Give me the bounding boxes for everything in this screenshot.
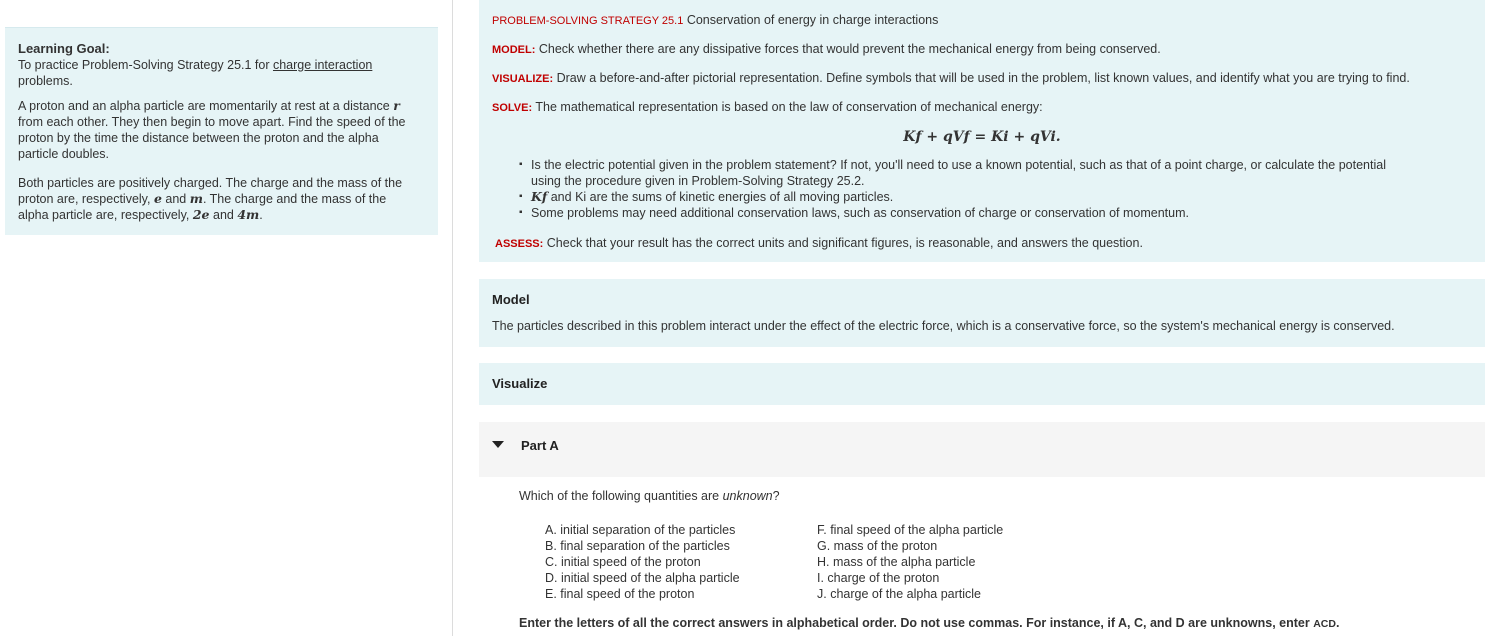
option-item: A. initial separation of the particles <box>545 523 736 537</box>
p2-end: . <box>259 208 263 222</box>
instruction-example: ACD <box>1313 618 1336 630</box>
p1-text-b: from each other. They then begin to move apart. Find the speed of the <box>18 115 406 129</box>
question-prefix: Which of the following quantities are <box>519 489 723 503</box>
instruction-end: . <box>1335 616 1340 630</box>
energy-equation <box>479 128 1485 145</box>
problem-paragraph-1 <box>18 98 425 162</box>
part-a-header[interactable] <box>479 422 1485 477</box>
strategy-assess-row <box>495 235 1143 252</box>
strategy-tag: PROBLEM-SOLVING STRATEGY 25.1 <box>492 15 684 27</box>
strategy-solve-row <box>492 99 1043 116</box>
bullet1-text-a: Is the electric potential given in the problem statement? If not, you'll need to use a known potential, such as that of a point charge, or calculate the potential <box>531 158 1386 172</box>
learning-goal-line <box>18 57 425 89</box>
answer-instruction <box>519 616 1339 630</box>
option-item: B. final separation of the particles <box>545 539 730 553</box>
p2-text-d: alpha particle are, respectively, <box>18 208 193 222</box>
options-right-list <box>817 522 1003 602</box>
strategy-box <box>479 0 1485 262</box>
solve-step-text: The mathematical representation is based on the law of conservation of mechanical energy: <box>532 100 1043 114</box>
learning-goal-text-end: problems. <box>18 74 73 88</box>
visualize-step-text: Draw a before-and-after pictorial representation. Define symbols that will be used in the problem, list known values, and identify what you are trying to find. <box>553 71 1410 85</box>
visualize-section <box>479 363 1485 405</box>
learning-goal-panel <box>5 27 438 235</box>
var-2e: 2e <box>192 207 210 222</box>
part-a-title: Part A <box>521 438 559 453</box>
option-item: E. final speed of the proton <box>545 587 695 601</box>
p2-text-a: Both particles are positively charged. The charge and the mass of the <box>18 176 403 190</box>
p2-text-c: . The charge and the mass of the <box>202 192 387 206</box>
var-m: m <box>189 191 203 206</box>
option-item: F. final speed of the alpha particle <box>817 523 1004 537</box>
strategy-model-row <box>492 41 1161 58</box>
model-section-title: Model <box>492 292 530 307</box>
visualize-tag: VISUALIZE: <box>492 73 554 85</box>
assess-tag: ASSESS: <box>495 238 544 250</box>
question-emphasis: unknown <box>722 489 773 503</box>
visualize-section-title: Visualize <box>492 376 548 391</box>
p2-and-2: and <box>209 208 238 222</box>
bullet-item <box>519 157 1439 189</box>
model-section <box>479 279 1485 347</box>
var-4m: 4m <box>237 207 260 222</box>
var-r: r <box>393 98 400 113</box>
assess-step-text: Check that your result has the correct units and significant figures, is reasonable, and answers the question. <box>543 236 1143 250</box>
option-item: J. charge of the alpha particle <box>817 587 981 601</box>
model-section-text: The particles described in this problem interact under the effect of the electric force, which is a conservative force, so the system's mechanical energy is conserved. <box>492 319 1395 333</box>
equation-text: Kf + qVf = Ki + qVi. <box>903 129 1061 145</box>
option-item: D. initial speed of the alpha particle <box>545 571 740 585</box>
bullet2-text: and Ki are the sums of kinetic energies of all moving particles. <box>550 190 894 204</box>
question-suffix: ? <box>772 489 780 503</box>
var-kf: Kf <box>531 189 548 204</box>
model-tag: MODEL: <box>492 44 536 56</box>
instruction-text: Enter the letters of all the correct answers in alphabetical order. Do not use commas. For instance, if A, C, and D are unknowns, enter <box>519 616 1314 630</box>
p1-text-c: proton by the time the distance between the proton and the alpha <box>18 131 379 145</box>
strategy-title: Conservation of energy in charge interactions <box>683 13 939 27</box>
strategy-header <box>492 12 938 29</box>
bullet1-text-b: using the procedure given in Problem-Solving Strategy 25.2. <box>531 174 865 188</box>
p1-text-a: A proton and an alpha particle are momentarily at rest at a distance <box>18 99 394 113</box>
problem-paragraph-2 <box>18 175 425 223</box>
learning-goal-text: To practice Problem-Solving Strategy 25.1 for <box>18 58 273 72</box>
bullet-item <box>519 205 1439 221</box>
option-item: H. mass of the alpha particle <box>817 555 976 569</box>
charge-interaction-link[interactable]: charge interaction <box>272 58 373 72</box>
bullet-item <box>519 189 1439 205</box>
p2-text-b: proton are, respectively, <box>18 192 154 206</box>
solve-bullets <box>519 157 1439 221</box>
options-left-list <box>545 522 740 602</box>
bullet3-text: Some problems may need additional conservation laws, such as conservation of charge or conservation of momentum. <box>531 206 1189 220</box>
model-step-text: Check whether there are any dissipative forces that would prevent the mechanical energy from being conserved. <box>535 42 1161 56</box>
column-divider <box>452 0 453 636</box>
p1-text-d: particle doubles. <box>18 147 110 161</box>
strategy-visualize-row <box>492 70 1410 87</box>
solve-tag: SOLVE: <box>492 102 533 114</box>
learning-goal-title: Learning Goal: <box>18 41 110 56</box>
var-e: e <box>153 191 162 206</box>
option-item: I. charge of the proton <box>817 571 940 585</box>
collapse-triangle-icon[interactable] <box>492 441 504 448</box>
option-item: C. initial speed of the proton <box>545 555 701 569</box>
part-a-question <box>519 489 780 503</box>
p2-and-1: and <box>161 192 190 206</box>
option-item: G. mass of the proton <box>817 539 938 553</box>
